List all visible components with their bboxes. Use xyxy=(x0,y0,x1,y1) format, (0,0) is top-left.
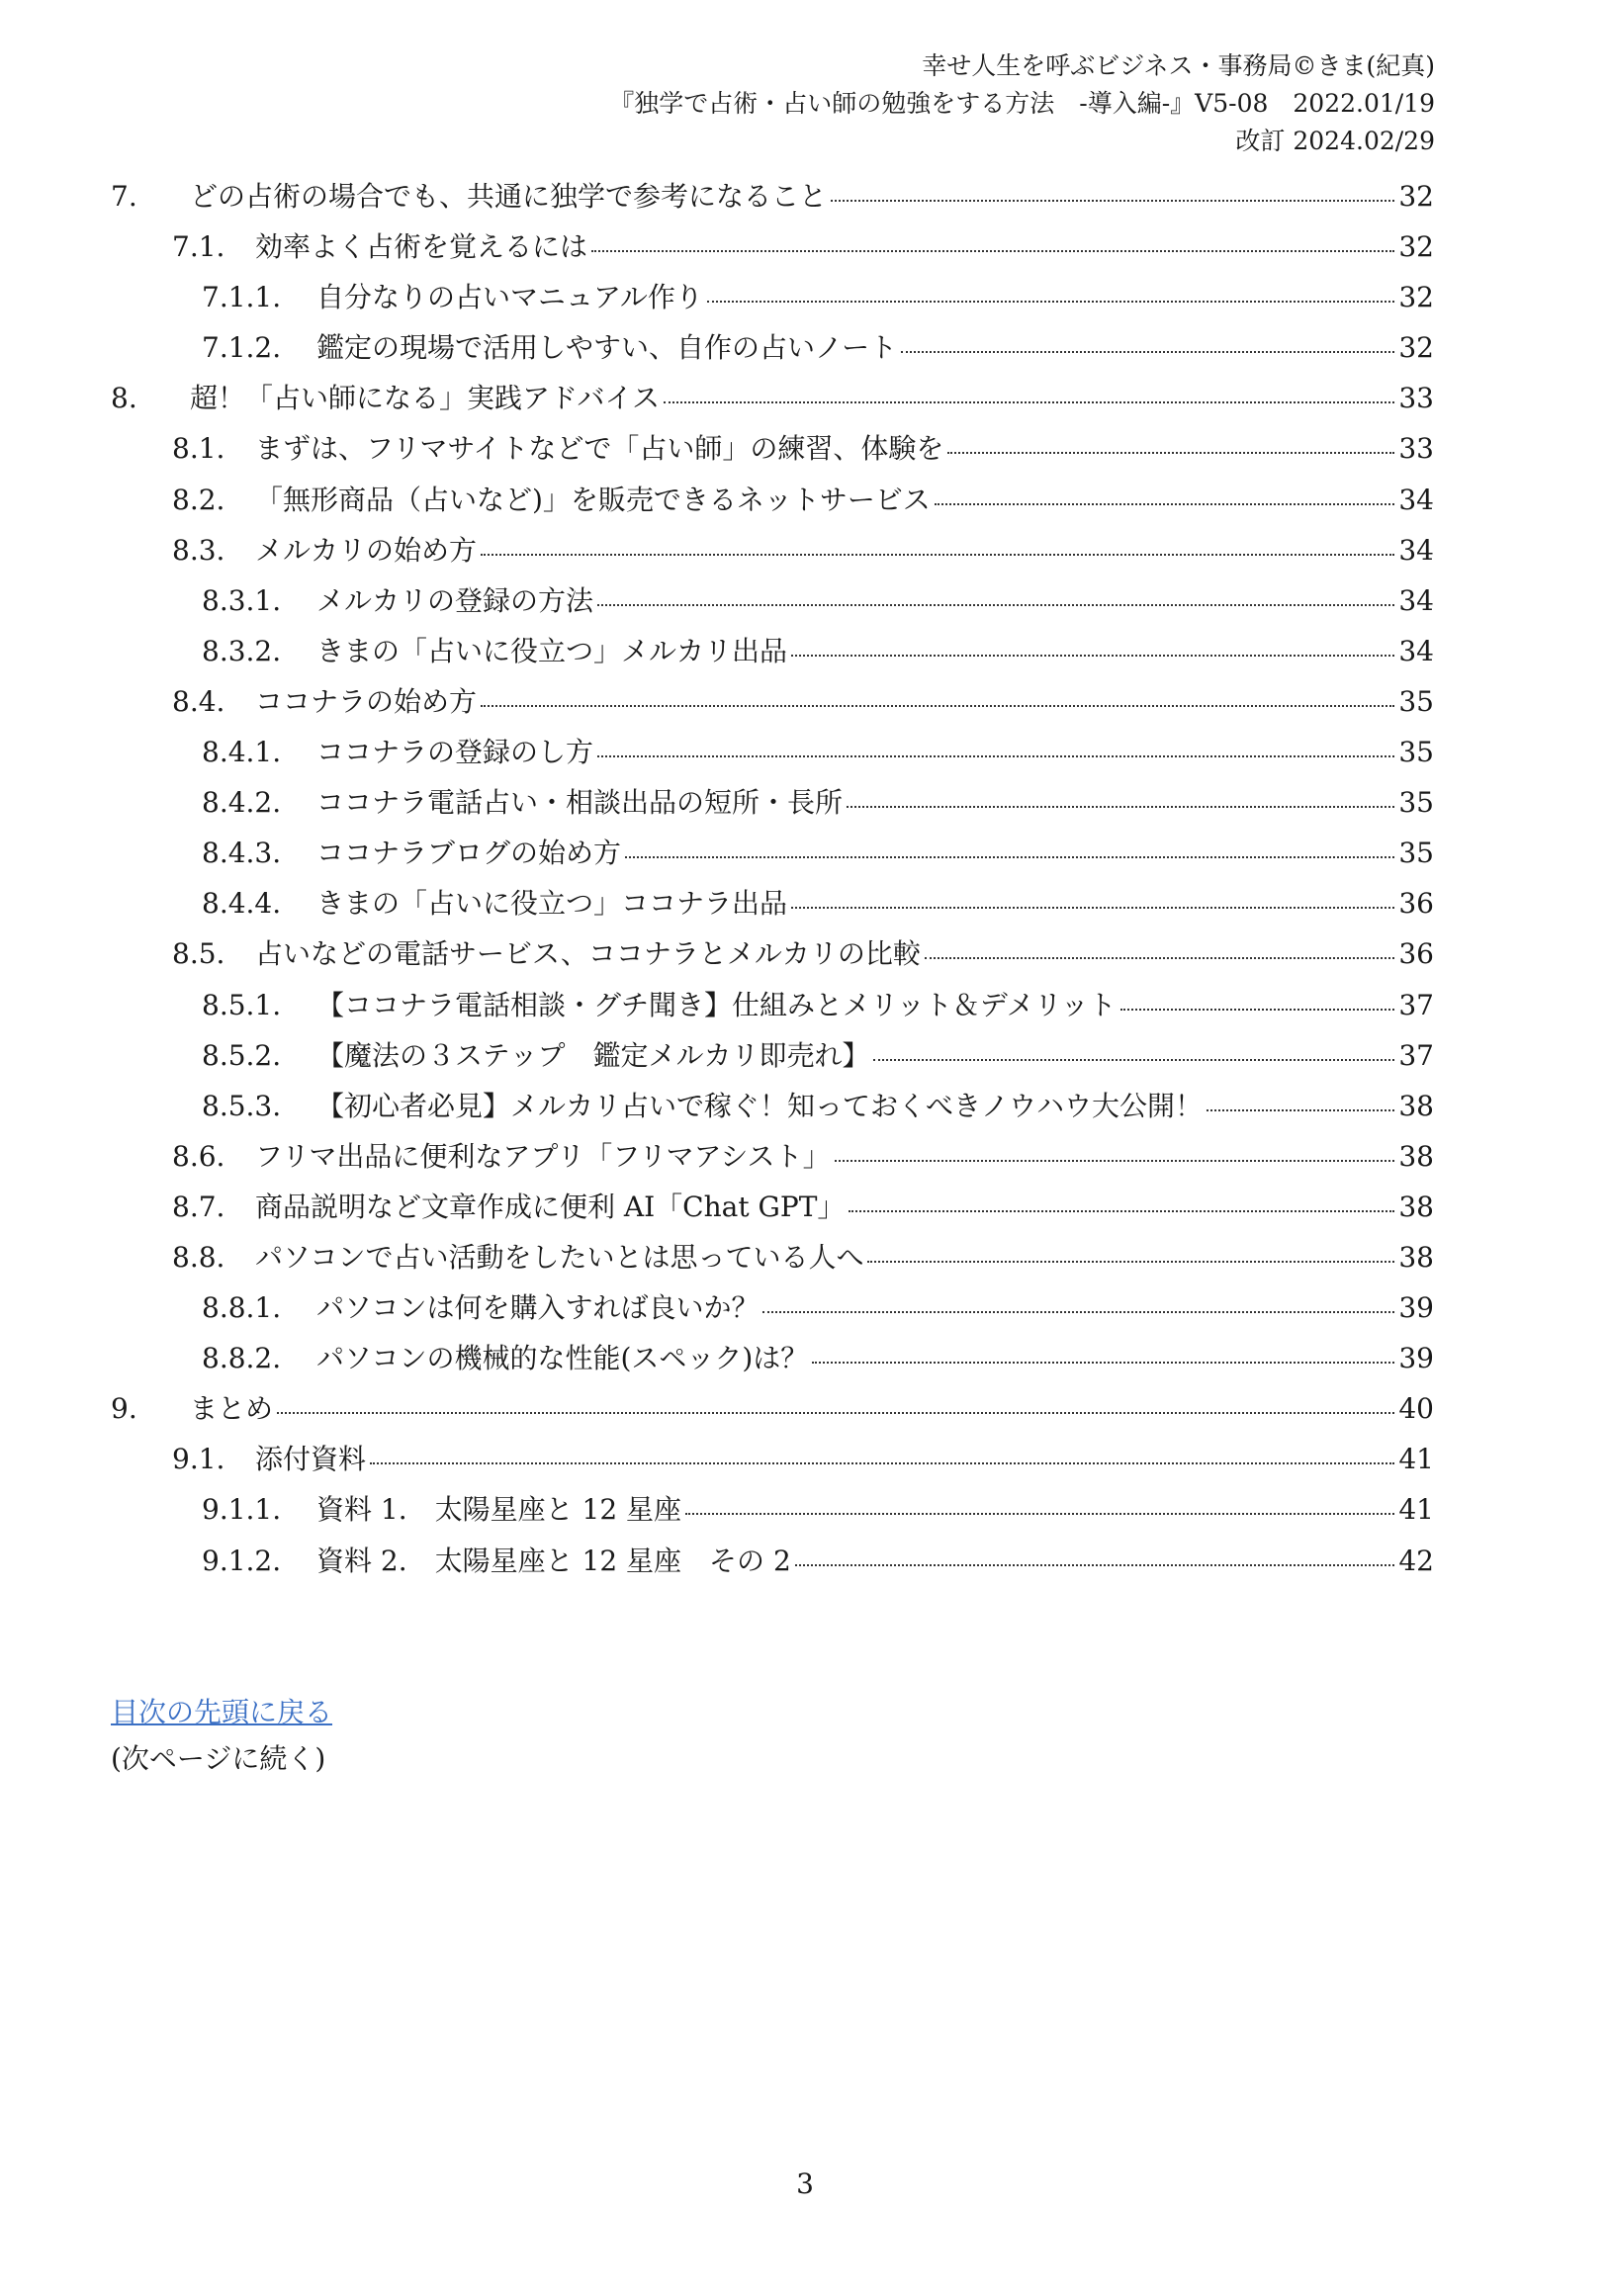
toc-entry-page: 32 xyxy=(1398,230,1434,264)
toc-dot-leader xyxy=(873,1059,1394,1061)
toc-entry-number: 8.6. xyxy=(172,1139,225,1173)
header-publisher: 幸せ人生を呼ぶビジネス・事務局©きま(紀真) xyxy=(922,51,1435,80)
toc-entry[interactable] xyxy=(111,781,1434,832)
toc-entry-page: 41 xyxy=(1398,1493,1434,1527)
toc-entry-number: 9.1.1. xyxy=(202,1493,282,1527)
toc-entry-page: 38 xyxy=(1398,1089,1434,1122)
toc-entry[interactable] xyxy=(111,579,1434,630)
toc-entry[interactable] xyxy=(111,225,1434,276)
toc-dot-leader xyxy=(591,250,1394,252)
toc-entry-title: ココナラの登録のし方 xyxy=(316,736,594,769)
toc-entry-number: 7.1. xyxy=(172,230,225,264)
toc-dot-leader xyxy=(481,705,1394,707)
toc-entry-page: 34 xyxy=(1398,533,1434,567)
toc-entry-title: 【ココナラ電話相談・グチ聞き】仕組みとメリット＆デメリット xyxy=(316,988,1117,1021)
toc-entry[interactable] xyxy=(111,326,1434,377)
toc-dot-leader xyxy=(625,856,1394,858)
toc-entry-title: 鑑定の現場で活用しやすい、自作の占いノート xyxy=(316,331,898,365)
toc-entry-number: 9.1. xyxy=(172,1443,225,1476)
toc-entry-number: 8.5.2. xyxy=(202,1038,282,1072)
toc-dot-leader xyxy=(947,452,1394,454)
toc-entry[interactable] xyxy=(111,529,1434,579)
toc-dot-leader xyxy=(664,401,1394,403)
page-number: 3 xyxy=(796,2167,814,2200)
toc-entry-page: 38 xyxy=(1398,1139,1434,1173)
toc-entry-number: 8.7. xyxy=(172,1190,225,1223)
toc-dot-leader xyxy=(597,755,1394,757)
toc-entry-number: 9. xyxy=(111,1392,137,1426)
toc-entry-title: きまの「占いに役立つ」ココナラ出品 xyxy=(316,887,788,921)
toc-entry-number: 8. xyxy=(111,382,137,415)
toc-entry-page: 36 xyxy=(1398,887,1434,921)
toc-entry[interactable] xyxy=(111,1186,1434,1236)
toc-entry[interactable] xyxy=(111,479,1434,529)
toc-entry-number: 8.1. xyxy=(172,432,225,466)
toc-entry[interactable] xyxy=(111,1540,1434,1590)
toc-entry-page: 34 xyxy=(1398,634,1434,667)
toc-entry-number: 8.3. xyxy=(172,533,225,567)
toc-entry-page: 36 xyxy=(1398,937,1434,971)
toc-entry-number: 8.3.2. xyxy=(202,634,282,667)
toc-entry[interactable] xyxy=(111,932,1434,983)
toc-entry[interactable] xyxy=(111,882,1434,932)
toc-dot-leader xyxy=(795,1564,1395,1566)
toc-entry[interactable] xyxy=(111,1286,1434,1337)
header-title-version: 『独学で占術・占い師の勉強をする方法 -導入編-』V5-08 2022.01/19 xyxy=(609,89,1435,118)
toc-entry[interactable] xyxy=(111,630,1434,680)
toc-entry-title: 効率よく占術を覚えるには xyxy=(255,230,588,264)
toc-entry-title: パソコンで占い活動をしたいとは思っている人へ xyxy=(255,1240,864,1274)
toc-entry-page: 32 xyxy=(1398,180,1434,213)
toc-entry-page: 34 xyxy=(1398,583,1434,617)
toc-entry-title: 資料 1. 太陽星座と 12 星座 xyxy=(316,1493,682,1527)
toc-dot-leader xyxy=(1120,1009,1395,1011)
toc-entry-title: 「無形商品（占いなど)」を販売できるネットサービス xyxy=(255,483,931,516)
toc-dot-leader xyxy=(791,655,1394,657)
toc-dot-leader xyxy=(935,503,1394,505)
toc-entry-number: 7.1.1. xyxy=(202,281,282,314)
toc-dot-leader xyxy=(597,604,1394,606)
toc-dot-leader xyxy=(831,200,1394,202)
toc-entry-number: 8.4.4. xyxy=(202,887,282,921)
toc-entry-number: 8.5.3. xyxy=(202,1089,282,1122)
toc-entry-page: 33 xyxy=(1398,382,1434,415)
toc-dot-leader xyxy=(812,1362,1394,1364)
toc-entry-page: 34 xyxy=(1398,483,1434,516)
toc-entry[interactable] xyxy=(111,680,1434,731)
toc-entry-page: 37 xyxy=(1398,988,1434,1021)
toc-dot-leader xyxy=(1207,1109,1394,1111)
toc-dot-leader xyxy=(481,554,1394,556)
toc-dot-leader xyxy=(685,1513,1394,1515)
toc-entry-page: 35 xyxy=(1398,736,1434,769)
toc-entry-number: 8.8.1. xyxy=(202,1291,282,1325)
toc-entry-page: 38 xyxy=(1398,1190,1434,1223)
back-to-toc-link[interactable]: 目次の先頭に戻る xyxy=(111,1696,333,1728)
toc-entry[interactable] xyxy=(111,1438,1434,1488)
toc-entry-page: 35 xyxy=(1398,684,1434,718)
toc-entry-page: 32 xyxy=(1398,331,1434,365)
toc-entry-title: 資料 2. 太陽星座と 12 星座 その 2 xyxy=(316,1544,791,1577)
toc-entry-title: 【初心者必見】メルカリ占いで稼ぐ！知っておくべきノウハウ大公開！ xyxy=(316,1089,1204,1122)
toc-entry[interactable] xyxy=(111,984,1434,1034)
toc-dot-leader xyxy=(277,1412,1394,1414)
toc-entry[interactable] xyxy=(111,1488,1434,1539)
toc-dot-leader xyxy=(925,957,1395,959)
toc-entry-page: 32 xyxy=(1398,281,1434,314)
toc-entry-number: 8.8. xyxy=(172,1240,225,1274)
document-header xyxy=(609,47,1435,160)
toc-entry-number: 8.4.3. xyxy=(202,837,282,870)
toc-entry-number: 8.3.1. xyxy=(202,583,282,617)
toc-dot-leader xyxy=(835,1160,1395,1162)
toc-entry-number: 8.4.1. xyxy=(202,736,282,769)
toc-entry-title: メルカリの始め方 xyxy=(255,533,478,567)
toc-entry[interactable] xyxy=(111,427,1434,478)
toc-entry-title: どの占術の場合でも、共通に独学で参考になること xyxy=(190,180,828,213)
continued-note: (次ページに続く) xyxy=(111,1742,326,1775)
toc-entry[interactable] xyxy=(111,1236,1434,1286)
toc-entry-title: 自分なりの占いマニュアル作り xyxy=(316,281,703,314)
toc-dot-leader xyxy=(901,351,1394,353)
toc-entry-page: 42 xyxy=(1398,1544,1434,1577)
toc-entry-title: メルカリの登録の方法 xyxy=(316,583,594,617)
toc-dot-leader xyxy=(791,907,1394,909)
toc-entry[interactable] xyxy=(111,1337,1434,1387)
toc-entry-title: 超！「占い師になる」実践アドバイス xyxy=(190,382,661,415)
toc-entry-title: きまの「占いに役立つ」メルカリ出品 xyxy=(316,634,788,667)
toc-entry-page: 39 xyxy=(1398,1342,1434,1375)
toc-entry[interactable] xyxy=(111,832,1434,882)
toc-entry-page: 35 xyxy=(1398,837,1434,870)
toc-entry-title: ココナラ電話占い・相談出品の短所・長所 xyxy=(316,786,844,820)
toc-entry-number: 8.4.2. xyxy=(202,786,282,820)
toc-entry-title: パソコンの機械的な性能(スペック)は？ xyxy=(316,1342,809,1375)
toc-dot-leader xyxy=(867,1261,1394,1263)
toc-entry-title: フリマ出品に便利なアプリ「フリマアシスト」 xyxy=(255,1139,831,1173)
toc-entry-number: 9.1.2. xyxy=(202,1544,282,1577)
toc-entry-page: 35 xyxy=(1398,786,1434,820)
toc-entry[interactable] xyxy=(111,1085,1434,1135)
toc-entry-title: まずは、フリマサイトなどで「占い師」の練習、体験を xyxy=(255,432,944,466)
table-of-contents xyxy=(111,175,1434,1590)
toc-entry-title: パソコンは何を購入すれば良いか？ xyxy=(316,1291,760,1325)
toc-entry-number: 8.2. xyxy=(172,483,225,516)
toc-entry-title: 添付資料 xyxy=(255,1443,367,1476)
toc-entry[interactable] xyxy=(111,1034,1434,1085)
toc-entry-page: 39 xyxy=(1398,1291,1434,1325)
toc-entry[interactable] xyxy=(111,731,1434,781)
toc-dot-leader xyxy=(370,1462,1394,1464)
toc-dot-leader xyxy=(762,1311,1394,1313)
toc-entry-number: 8.5. xyxy=(172,937,225,971)
toc-entry-title: ココナラブログの始め方 xyxy=(316,837,622,870)
toc-entry-number: 8.5.1. xyxy=(202,988,282,1021)
header-revision: 改訂 2024.02/29 xyxy=(1235,127,1435,155)
toc-entry-title: 占いなどの電話サービス、ココナラとメルカリの比較 xyxy=(255,937,921,971)
toc-entry-page: 38 xyxy=(1398,1240,1434,1274)
toc-entry-page: 41 xyxy=(1398,1443,1434,1476)
toc-dot-leader xyxy=(847,806,1394,808)
toc-entry[interactable] xyxy=(111,1135,1434,1186)
toc-entry-number: 7. xyxy=(111,180,137,213)
toc-entry-title: まとめ xyxy=(190,1392,274,1426)
toc-entry-number: 8.4. xyxy=(172,684,225,718)
toc-entry-title: 商品説明など文章作成に便利 AI「Chat GPT」 xyxy=(255,1190,846,1223)
toc-entry[interactable] xyxy=(111,175,1434,225)
toc-entry[interactable] xyxy=(111,276,1434,326)
toc-dot-leader xyxy=(849,1210,1394,1212)
toc-entry-page: 40 xyxy=(1398,1392,1434,1426)
toc-dot-leader xyxy=(707,301,1394,303)
toc-entry-number: 7.1.2. xyxy=(202,331,282,365)
toc-entry-page: 37 xyxy=(1398,1038,1434,1072)
toc-entry-number: 8.8.2. xyxy=(202,1342,282,1375)
toc-entry-page: 33 xyxy=(1398,432,1434,466)
toc-entry-title: ココナラの始め方 xyxy=(255,684,478,718)
toc-entry[interactable] xyxy=(111,377,1434,427)
toc-entry-title: 【魔法の３ステップ 鑑定メルカリ即売れ】 xyxy=(316,1038,870,1072)
toc-entry[interactable] xyxy=(111,1387,1434,1438)
